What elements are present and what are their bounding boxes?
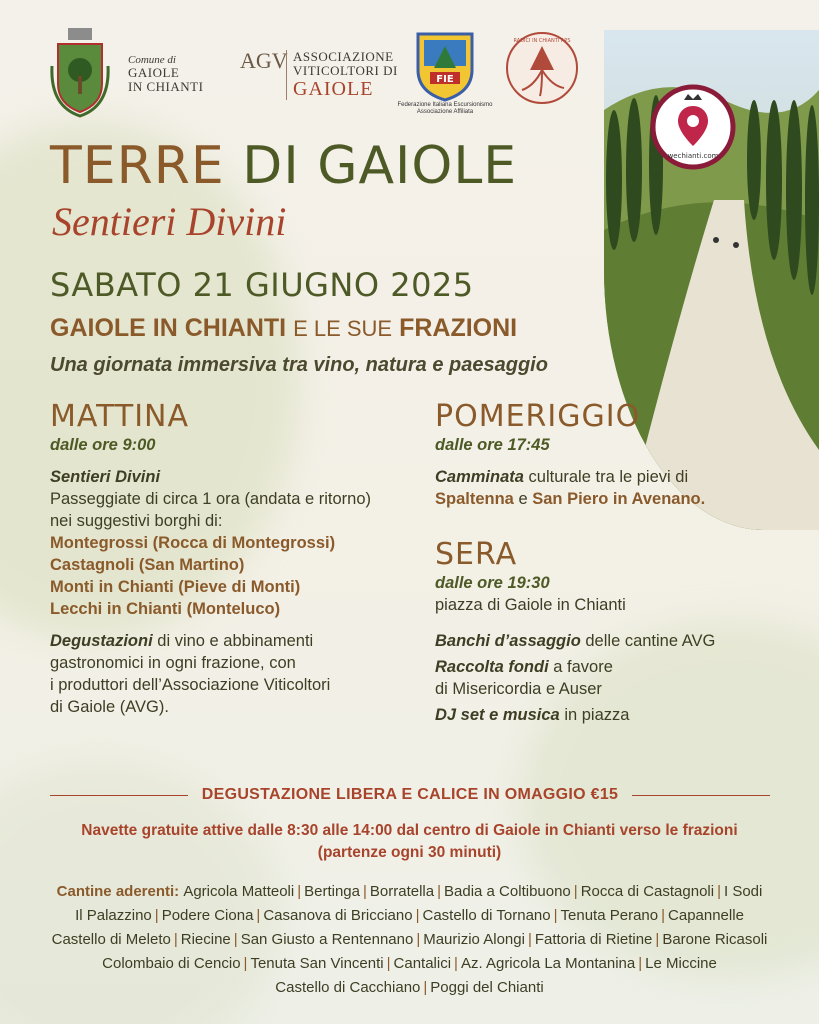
sentieri-desc-line2: nei suggestivi borghi di: bbox=[50, 512, 223, 530]
degustazione-text: DEGUSTAZIONE LIBERA E CALICE IN OMAGGIO €15 bbox=[201, 786, 619, 803]
cantine-row bbox=[20, 928, 799, 952]
fie-label: FIE bbox=[436, 74, 454, 85]
cantine-row bbox=[20, 880, 799, 904]
cantine-separator: | bbox=[233, 931, 238, 948]
place-frazioni: FRAZIONI bbox=[399, 314, 518, 342]
cantina-name: Borratella bbox=[369, 883, 435, 900]
cantine-aderenti-list bbox=[20, 880, 799, 1000]
shuttle-line2: (partenze ogni 30 minuti) bbox=[317, 844, 502, 861]
mattina-section bbox=[50, 400, 430, 718]
cantine-row bbox=[20, 976, 799, 1000]
page-title bbox=[50, 136, 517, 196]
cantina-name: Le Miccine bbox=[645, 955, 717, 972]
place-connector: E LE SUE bbox=[293, 316, 393, 341]
title-part1: TERRE bbox=[50, 136, 225, 196]
pomeriggio-time: dalle ore 17:45 bbox=[435, 436, 550, 454]
cantine-separator: | bbox=[415, 907, 420, 924]
sera-title: SERA bbox=[435, 537, 518, 572]
cantine-separator: | bbox=[527, 931, 532, 948]
avg-logo-text bbox=[286, 50, 398, 100]
degustazioni-rest: di vino e abbinamenti bbox=[152, 632, 314, 650]
degustazioni-line2: gastronomici in ogni frazione, con bbox=[50, 654, 296, 672]
cantine-separator: | bbox=[655, 931, 660, 948]
cantina-name: Agricola Matteoli bbox=[183, 883, 295, 900]
borgo-item: Monti in Chianti (Pieve di Monti) bbox=[50, 578, 301, 596]
cantine-separator: | bbox=[454, 955, 458, 972]
cantina-name: Colombaio di Cencio bbox=[102, 955, 241, 972]
cantine-separator: | bbox=[363, 883, 367, 900]
cantine-label: Cantine aderenti: bbox=[56, 883, 184, 900]
cantina-name: Bertinga bbox=[304, 883, 360, 900]
cantina-name: Tenuta San Vincenti bbox=[250, 955, 384, 972]
radici-text: RADICI IN CHIANTI APS bbox=[513, 38, 571, 44]
degustazioni-line3: i produttori dell’Associazione Viticoltori bbox=[50, 676, 331, 694]
cantina-name: Cantalici bbox=[393, 955, 452, 972]
pomeriggio-title: POMERIGGIO bbox=[435, 399, 641, 434]
avg-line1: ASSOCIAZIONE bbox=[293, 49, 394, 64]
fie-caption bbox=[395, 102, 495, 116]
cantine-separator: | bbox=[243, 955, 248, 972]
cantine-separator: | bbox=[386, 955, 391, 972]
raccolta-line2: di Misericordia e Auser bbox=[435, 680, 602, 698]
cantine-separator: | bbox=[416, 931, 421, 948]
comune-coat-of-arms-logo bbox=[50, 26, 110, 118]
sentieri-title: Sentieri Divini bbox=[50, 468, 161, 486]
cantine-separator: | bbox=[256, 907, 261, 924]
sera-item-banchi bbox=[435, 630, 795, 652]
mattina-title: MATTINA bbox=[50, 399, 190, 434]
cantine-separator: | bbox=[423, 979, 428, 996]
dj-rest: in piazza bbox=[559, 706, 630, 724]
place-main: GAIOLE IN CHIANTI bbox=[50, 314, 287, 342]
cantina-name: Fattoria di Rietine bbox=[534, 931, 653, 948]
cantina-name: Riecine bbox=[180, 931, 231, 948]
mattina-time: dalle ore 9:00 bbox=[50, 436, 156, 454]
cantina-name: Podere Ciona bbox=[161, 907, 254, 924]
cantine-separator: | bbox=[154, 907, 159, 924]
banchi-bold: Banchi d’assaggio bbox=[435, 632, 581, 650]
cantina-name: Il Palazzino bbox=[75, 907, 152, 924]
avg-line3: GAIOLE bbox=[293, 78, 374, 100]
event-tagline: Una giornata immersiva tra vino, natura e paesaggio bbox=[50, 354, 548, 376]
degustazione-banner bbox=[50, 784, 770, 806]
cantina-name: Tenuta Perano bbox=[560, 907, 659, 924]
cantina-name: San Giusto a Rentennano bbox=[240, 931, 414, 948]
cantina-name: Az. Agricola La Montanina bbox=[460, 955, 636, 972]
pieve-spaltenna: Spaltenna bbox=[435, 490, 514, 508]
cantine-separator: | bbox=[297, 883, 302, 900]
cantina-name: Capannelle bbox=[668, 907, 744, 924]
comune-line2: IN CHIANTI bbox=[128, 79, 204, 94]
sera-item-raccolta bbox=[435, 656, 795, 678]
avg-line2: VITICOLTORI DI bbox=[293, 63, 398, 78]
pomeriggio-sera-section bbox=[435, 400, 795, 726]
dj-bold: DJ set e musica bbox=[435, 706, 560, 724]
cantine-separator: | bbox=[638, 955, 643, 972]
cantina-name: Rocca di Castagnoli bbox=[580, 883, 715, 900]
wechianti-text: wechianti.com bbox=[667, 152, 719, 160]
raccolta-bold: Raccolta fondi bbox=[435, 658, 549, 676]
comune-line1: GAIOLE bbox=[128, 65, 180, 80]
fie-shield-logo bbox=[414, 30, 476, 102]
title-part2: DI GAIOLE bbox=[242, 136, 518, 196]
divider-line bbox=[50, 795, 188, 796]
degustazioni-bold: Degustazioni bbox=[50, 632, 153, 650]
cantina-name: Castello di Meleto bbox=[51, 931, 171, 948]
borgo-item: Montegrossi (Rocca di Montegrossi) bbox=[50, 534, 336, 552]
camminata-rest: culturale tra le pievi di bbox=[523, 468, 689, 486]
divider-line bbox=[632, 795, 770, 796]
camminata-line1 bbox=[435, 466, 795, 488]
cantine-separator: | bbox=[553, 907, 558, 924]
banchi-rest: delle cantine AVG bbox=[580, 632, 716, 650]
cantina-name: Castello di Tornano bbox=[422, 907, 551, 924]
pieve-san-piero: San Piero in Avenano. bbox=[532, 490, 706, 508]
sera-time: dalle ore 19:30 bbox=[435, 574, 550, 592]
comune-small-text: Comune di bbox=[128, 54, 176, 66]
degustazioni-line1 bbox=[50, 630, 430, 652]
cantine-separator: | bbox=[717, 883, 721, 900]
cantina-name: I Sodi bbox=[724, 883, 763, 900]
cantina-name: Maurizio Alongi bbox=[423, 931, 525, 948]
sera-item-dj bbox=[435, 704, 795, 726]
sera-location: piazza di Gaiole in Chianti bbox=[435, 596, 626, 614]
fie-caption-line2: Associazione Affiliata bbox=[416, 109, 474, 115]
fie-caption-line1: Federazione Italiana Escursionismo bbox=[397, 102, 493, 108]
shuttle-info bbox=[20, 820, 799, 864]
wechianti-badge-logo bbox=[650, 84, 736, 170]
borgo-item: Lecchi in Chianti (Monteluco) bbox=[50, 600, 281, 618]
event-place bbox=[50, 314, 517, 343]
cantine-separator: | bbox=[661, 907, 666, 924]
cantine-row bbox=[20, 952, 799, 976]
event-date: SABATO 21 GIUGNO 2025 bbox=[50, 266, 474, 304]
cantine-separator: | bbox=[173, 931, 178, 948]
camminata-bold: Camminata bbox=[435, 468, 524, 486]
raccolta-rest: a favore bbox=[548, 658, 613, 676]
camminata-and: e bbox=[513, 490, 533, 508]
shuttle-line1: Navette gratuite attive dalle 8:30 alle 14:00 dal centro di Gaiole in Chianti verso le frazioni bbox=[81, 822, 738, 839]
cantina-name: Poggi del Chianti bbox=[430, 979, 544, 996]
cantina-name: Castello di Cacchiano bbox=[275, 979, 421, 996]
comune-label bbox=[128, 54, 203, 94]
borgo-item: Castagnoli (San Martino) bbox=[50, 556, 245, 574]
cantine-row bbox=[20, 904, 799, 928]
cantine-separator: | bbox=[437, 883, 442, 900]
cantina-name: Casanova di Bricciano bbox=[263, 907, 413, 924]
cantina-name: Badia a Coltibuono bbox=[444, 883, 571, 900]
avg-logo-mark: AGV bbox=[240, 48, 288, 73]
radici-in-chianti-logo bbox=[504, 30, 580, 106]
camminata-line2 bbox=[435, 488, 795, 510]
cantine-separator: | bbox=[573, 883, 578, 900]
degustazioni-line4: di Gaiole (AVG). bbox=[50, 698, 169, 716]
page-subtitle: Sentieri Divini bbox=[52, 199, 287, 244]
cantina-name: Barone Ricasoli bbox=[662, 931, 768, 948]
sentieri-desc-line1: Passeggiate di circa 1 ora (andata e ritorno) bbox=[50, 490, 372, 508]
